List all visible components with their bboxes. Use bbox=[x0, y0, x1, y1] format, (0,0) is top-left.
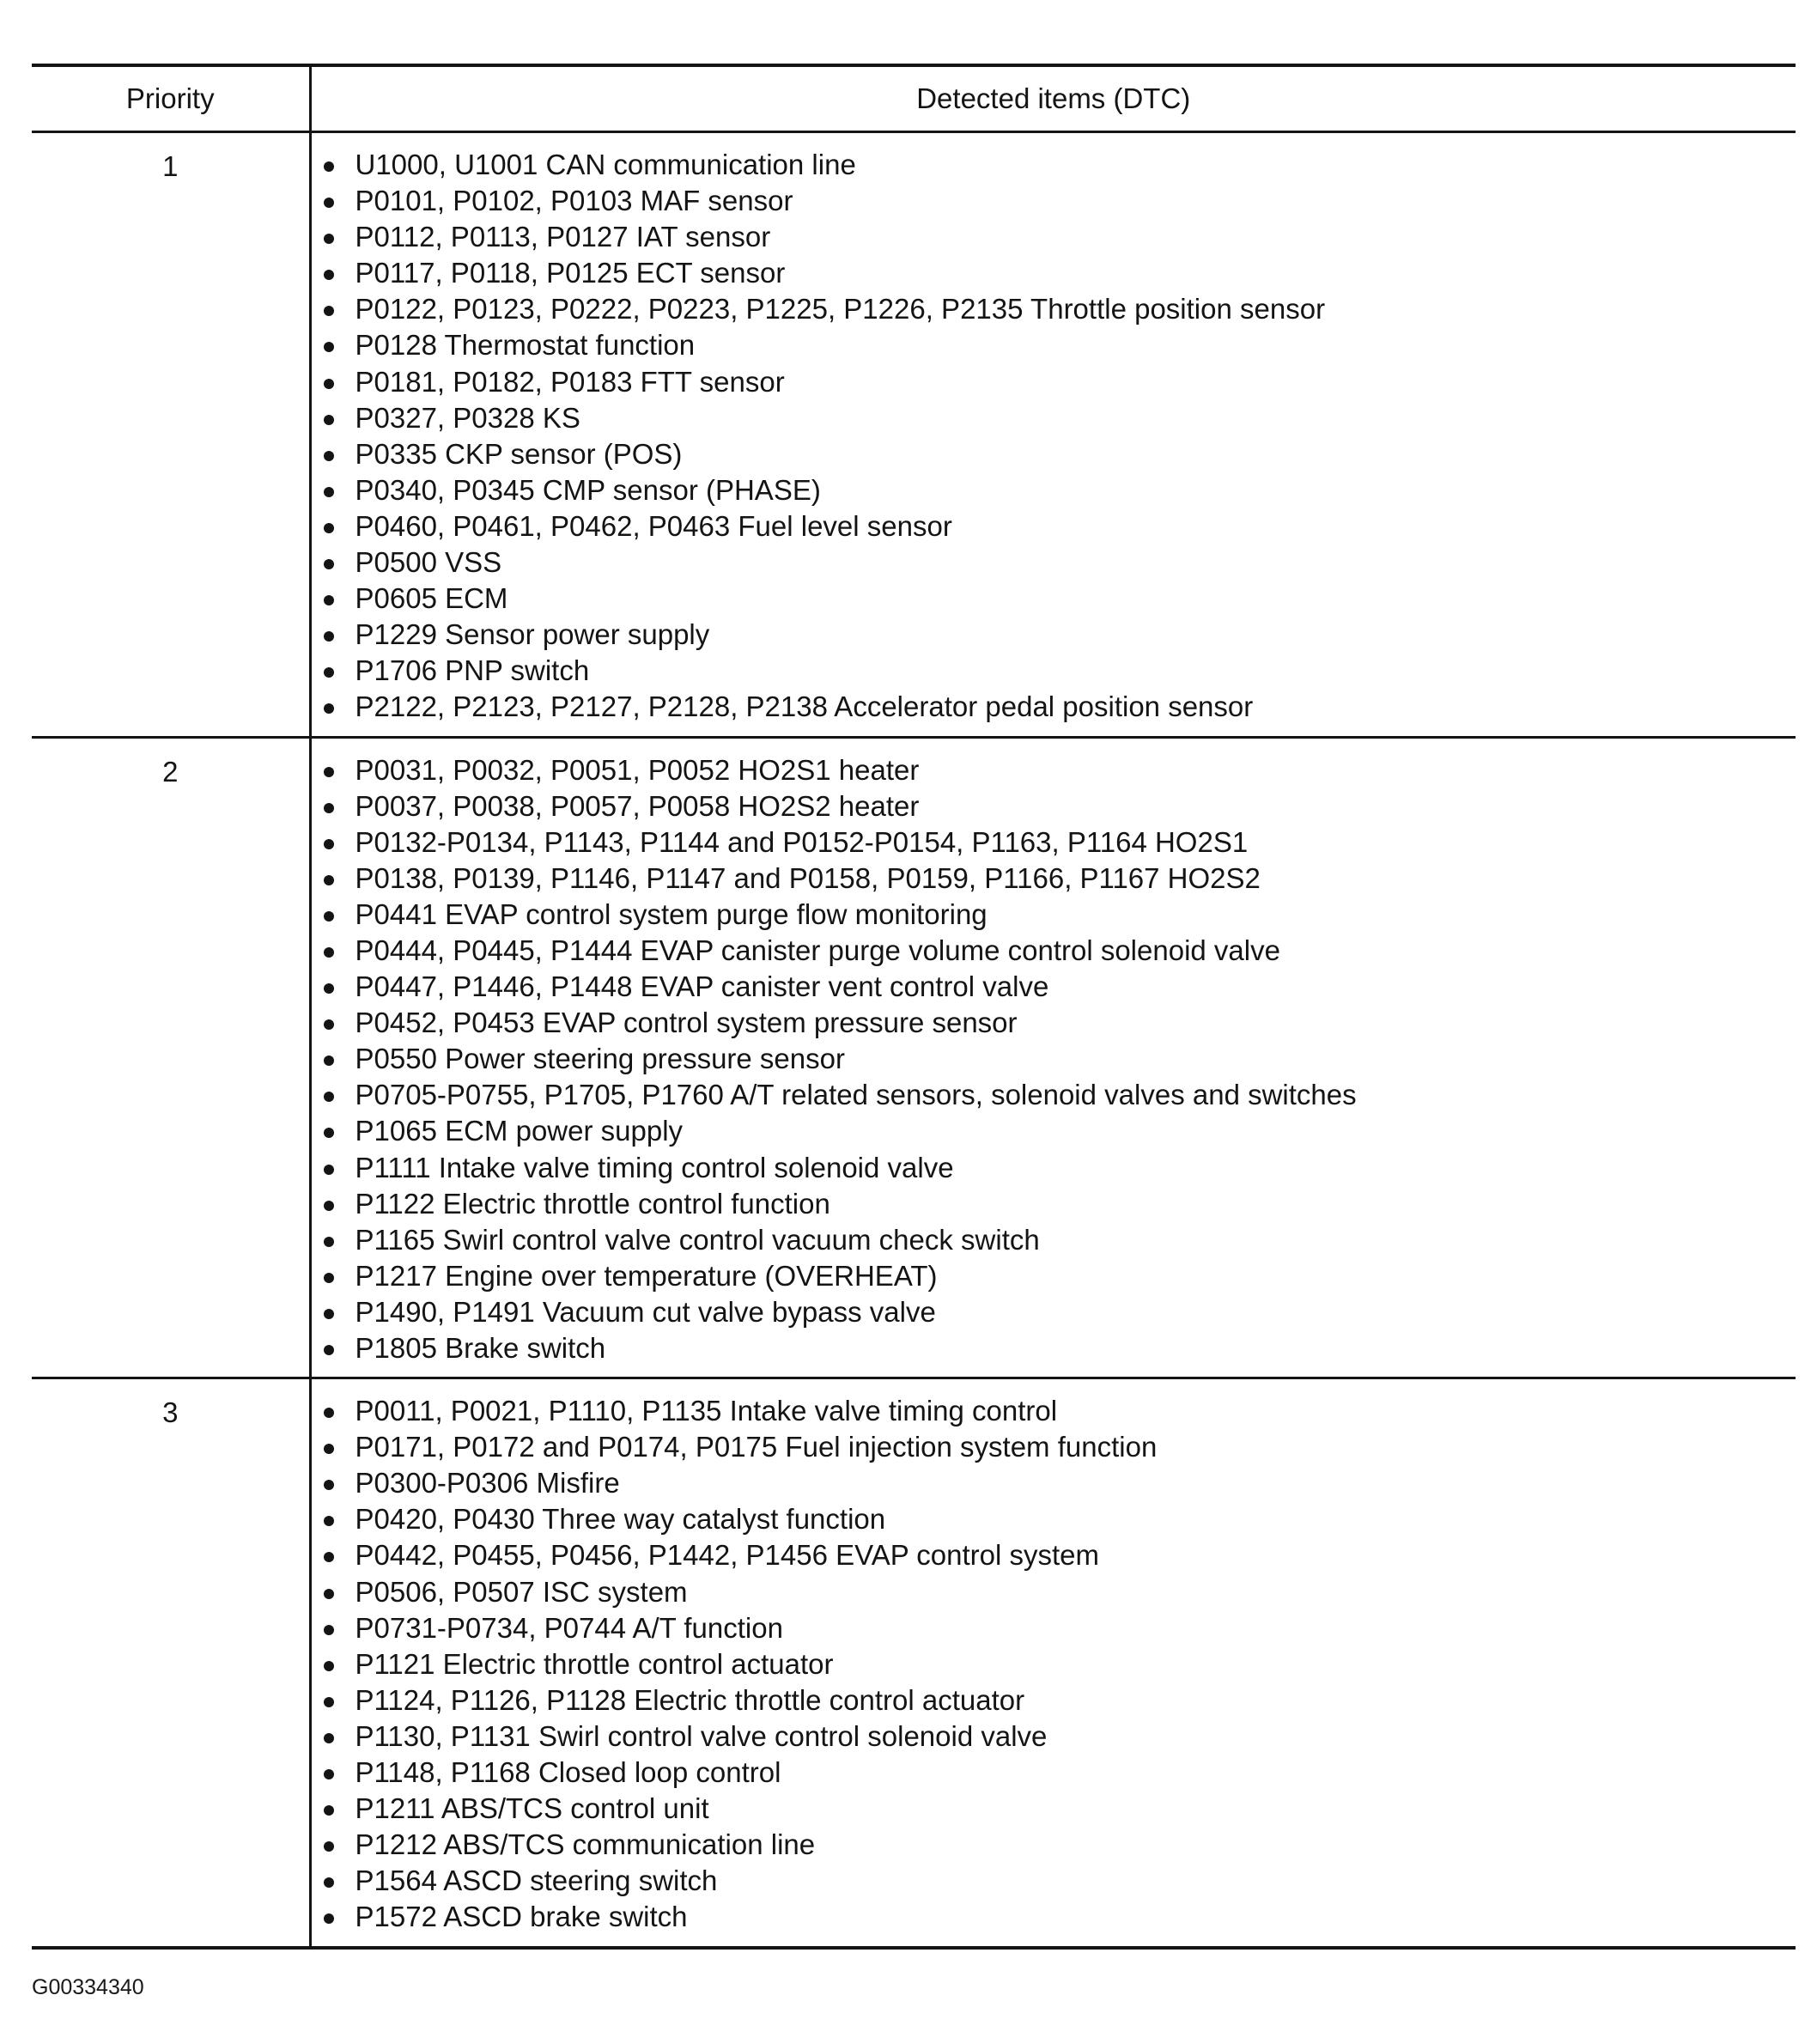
list-item: P1572 ASCD brake switch bbox=[312, 1899, 1796, 1935]
list-item: P0452, P0453 EVAP control system pressure sensor bbox=[312, 1005, 1796, 1041]
list-item: P0031, P0032, P0051, P0052 HO2S1 heater bbox=[312, 752, 1796, 788]
list-item: P0128 Thermostat function bbox=[312, 327, 1796, 363]
dtc-item-list bbox=[312, 147, 1796, 726]
list-item: P1805 Brake switch bbox=[312, 1330, 1796, 1366]
list-item: P1706 PNP switch bbox=[312, 653, 1796, 689]
list-item: P1229 Sensor power supply bbox=[312, 617, 1796, 653]
detected-items-cell bbox=[310, 737, 1796, 1378]
table-row bbox=[32, 1378, 1796, 1948]
list-item: P0132-P0134, P1143, P1144 and P0152-P0154, P1163, P1164 HO2S1 bbox=[312, 824, 1796, 861]
list-item: P2122, P2123, P2127, P2128, P2138 Accelerator pedal position sensor bbox=[312, 689, 1796, 725]
dtc-priority-table bbox=[32, 64, 1796, 1950]
list-item: P0138, P0139, P1146, P1147 and P0158, P0159, P1166, P1167 HO2S2 bbox=[312, 861, 1796, 897]
table-row bbox=[32, 737, 1796, 1378]
list-item: P1111 Intake valve timing control solenoid valve bbox=[312, 1150, 1796, 1186]
list-item: P1065 ECM power supply bbox=[312, 1113, 1796, 1149]
priority-column-header: Priority bbox=[32, 65, 310, 132]
list-item: P0447, P1446, P1448 EVAP canister vent control valve bbox=[312, 969, 1796, 1005]
list-item: P0327, P0328 KS bbox=[312, 400, 1796, 436]
list-item: P1490, P1491 Vacuum cut valve bypass valve bbox=[312, 1294, 1796, 1330]
list-item: P1121 Electric throttle control actuator bbox=[312, 1646, 1796, 1682]
figure-id: G00334340 bbox=[32, 1975, 144, 1999]
priority-cell: 1 bbox=[162, 150, 179, 182]
list-item: P1122 Electric throttle control function bbox=[312, 1186, 1796, 1222]
list-item: P0300-P0306 Misfire bbox=[312, 1465, 1796, 1501]
list-item: P1212 ABS/TCS communication line bbox=[312, 1827, 1796, 1863]
list-item: U1000, U1001 CAN communication line bbox=[312, 147, 1796, 183]
table-body bbox=[32, 132, 1796, 1948]
list-item: P1124, P1126, P1128 Electric throttle control actuator bbox=[312, 1682, 1796, 1719]
list-item: P1211 ABS/TCS control unit bbox=[312, 1791, 1796, 1827]
detected-items-cell bbox=[310, 1378, 1796, 1948]
detected-items-cell bbox=[310, 132, 1796, 738]
priority-cell: 3 bbox=[32, 1378, 310, 1948]
dtc-item-list bbox=[312, 752, 1796, 1367]
list-item: P0441 EVAP control system purge flow monitoring bbox=[312, 897, 1796, 933]
list-item: P0011, P0021, P1110, P1135 Intake valve timing control bbox=[312, 1393, 1796, 1429]
list-item: P0181, P0182, P0183 FTT sensor bbox=[312, 364, 1796, 400]
list-item: P0101, P0102, P0103 MAF sensor bbox=[312, 183, 1796, 219]
list-item: P1165 Swirl control valve control vacuum check switch bbox=[312, 1222, 1796, 1258]
dtc-item-list bbox=[312, 1393, 1796, 1935]
list-item: P0122, P0123, P0222, P0223, P1225, P1226, P2135 Throttle position sensor bbox=[312, 291, 1796, 327]
list-item: P0705-P0755, P1705, P1760 A/T related sensors, solenoid valves and switches bbox=[312, 1077, 1796, 1113]
list-item: P0500 VSS bbox=[312, 544, 1796, 581]
list-item: P0171, P0172 and P0174, P0175 Fuel injection system function bbox=[312, 1429, 1796, 1465]
priority-cell: 2 bbox=[32, 737, 310, 1378]
list-item: P0420, P0430 Three way catalyst function bbox=[312, 1501, 1796, 1537]
list-item: P1564 ASCD steering switch bbox=[312, 1863, 1796, 1899]
list-item: P0335 CKP sensor (POS) bbox=[312, 436, 1796, 472]
table-header-row bbox=[32, 65, 1796, 132]
list-item: P1217 Engine over temperature (OVERHEAT) bbox=[312, 1258, 1796, 1294]
list-item: P1148, P1168 Closed loop control bbox=[312, 1755, 1796, 1791]
list-item: P0037, P0038, P0057, P0058 HO2S2 heater bbox=[312, 788, 1796, 824]
list-item: P0442, P0455, P0456, P1442, P1456 EVAP control system bbox=[312, 1537, 1796, 1573]
list-item: P0340, P0345 CMP sensor (PHASE) bbox=[312, 472, 1796, 508]
table-row bbox=[32, 132, 1796, 738]
list-item: P1130, P1131 Swirl control valve control solenoid valve bbox=[312, 1719, 1796, 1755]
list-item: P0112, P0113, P0127 IAT sensor bbox=[312, 219, 1796, 255]
list-item: P0117, P0118, P0125 ECT sensor bbox=[312, 255, 1796, 291]
list-item: P0605 ECM bbox=[312, 581, 1796, 617]
list-item: P0460, P0461, P0462, P0463 Fuel level sensor bbox=[312, 508, 1796, 544]
detected-items-column-header: Detected items (DTC) bbox=[310, 65, 1796, 132]
list-item: P0731-P0734, P0744 A/T function bbox=[312, 1610, 1796, 1646]
list-item: P0444, P0445, P1444 EVAP canister purge volume control solenoid valve bbox=[312, 933, 1796, 969]
list-item: P0550 Power steering pressure sensor bbox=[312, 1041, 1796, 1077]
list-item: P0506, P0507 ISC system bbox=[312, 1574, 1796, 1610]
